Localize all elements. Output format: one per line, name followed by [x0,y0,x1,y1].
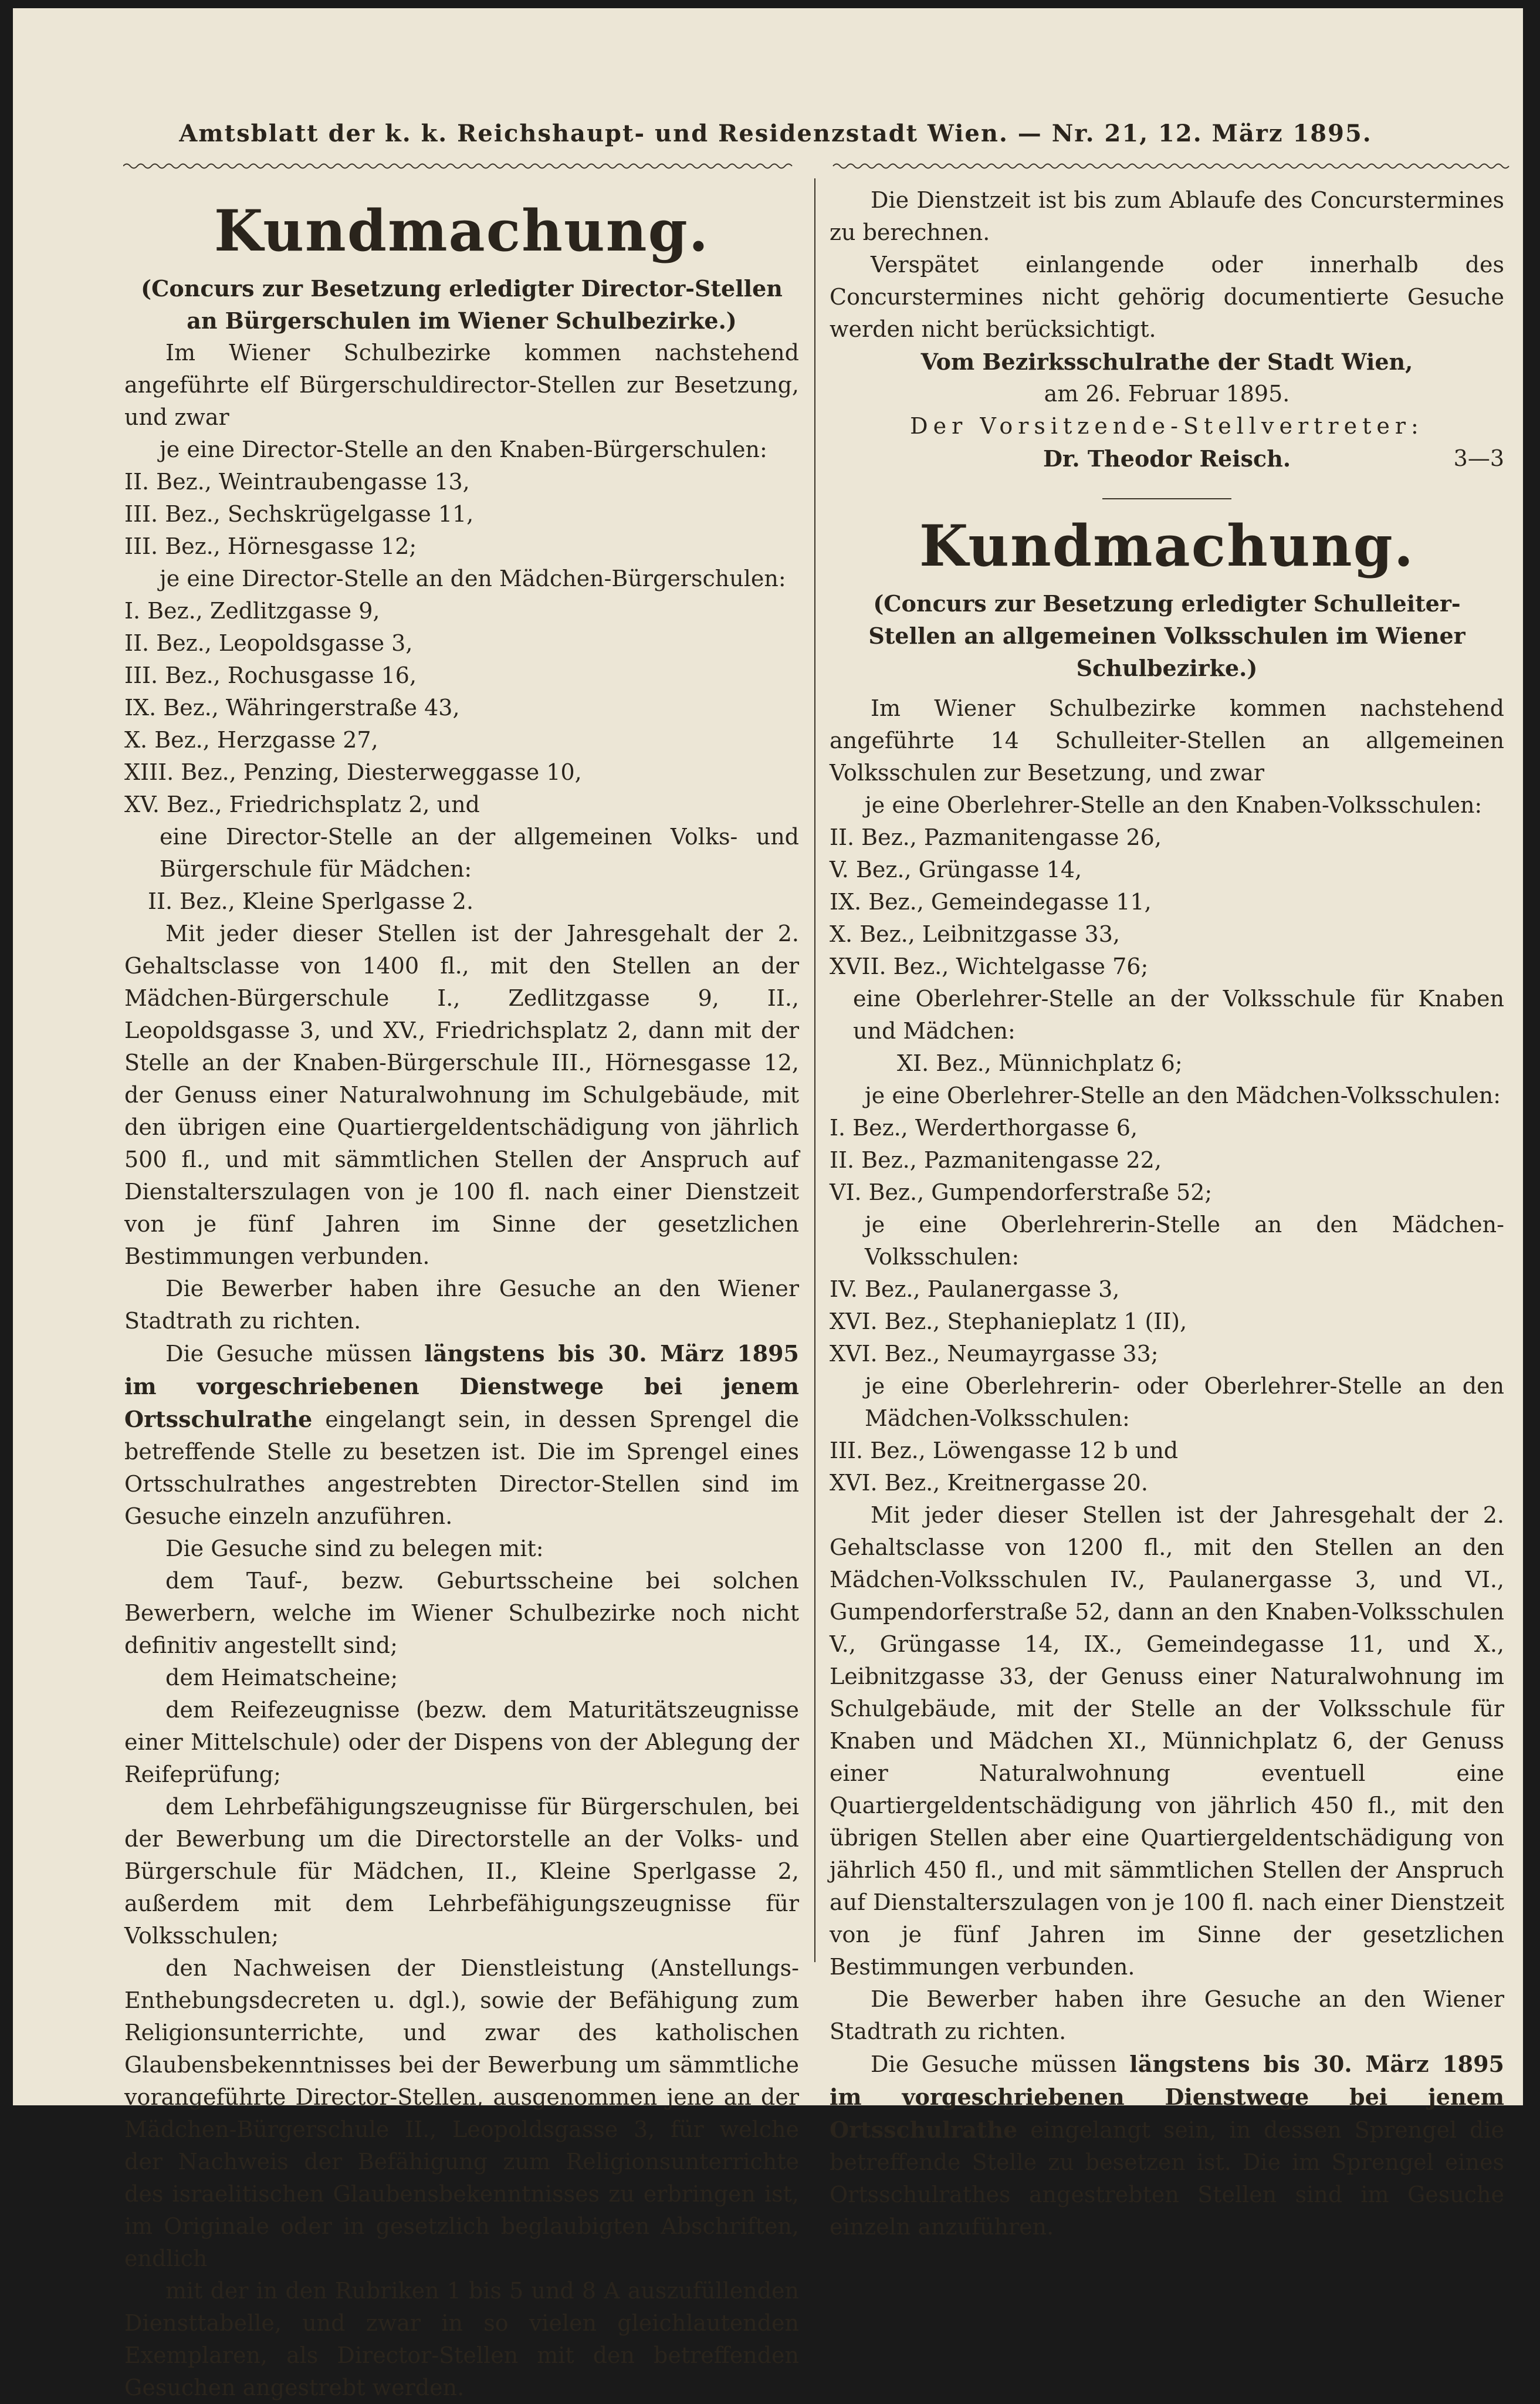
right-intro: Im Wiener Schulbezirke kommen nachstehend angeführte 14 Schulleiter-Stellen an allgemeinen Volksschulen zur Besetzung, und zwar [830,695,1504,786]
header-wavy-rule [123,162,1514,170]
right-mixed-school: XI. Bez., Münnichplatz 6; [897,1050,1183,1076]
right-mixed-heading: eine Oberlehrer-Stelle an der Volksschule für Knaben und Mädchen: [853,986,1504,1044]
signatory-role: Der Vorsitzende-Stellvertreter: [910,413,1424,439]
right-deadline-post: eingelangt sein, in dessen Sprengel die betreffende Stelle zu besetzen ist. Die im Sprengel eines Ortsschulrathes angestrebten Stellen sind im Gesuche einzeln anzuführen. [830,2117,1504,2240]
list-item: XVII. Bez., Wichtelgasse 76; [830,954,1149,979]
right-deadline-bold: längstens bis 30. März 1895 im vorgeschriebenen Dienstwege bei jenem Ortsschulrathe [830,2051,1504,2143]
list-item: I. Bez., Zedlitzgasse 9, [124,598,380,624]
right-continuation-2: Verspätet einlangende oder innerhalb des Concurstermines nicht gehörig documentierte Gesuche werden nicht berücksichtigt. [830,252,1504,342]
issuer: Vom Bezirksschulrathe der Stadt Wien, [920,349,1413,375]
newspaper-page [13,8,1523,2400]
left-salary: Mit jeder dieser Stellen ist der Jahresgehalt der 2. Gehaltsclasse von 1400 fl., mit den Stellen an der Mädchen-Bürgerschule I., Zedlitzgasse 9, II., Leopoldsgasse 3, und XV., Friedrichsplatz 2, dann mit der Stelle an der Knaben-Bürgerschule III., Hörnesgasse 12, der Genuss einer Naturalwohnung im Schulgebäude, mit den übrigen eine Quartiergeldentschädigung von jährlich 500 fl., und mit sämmtlichen Stellen der Anspruch auf Dienstalterszulagen von je 100 fl. nach einer Dienstzeit von je fünf Jahren im Sinne der gesetzlichen Bestimmungen verbunden. [124,921,799,1269]
right-female-list [830,1273,1504,1370]
left-apply: Die Bewerber haben ihre Gesuche an den Wiener Stadtrath zu richten. [124,1276,799,1334]
left-deadline-post: eingelangt sein, in dessen Sprengel die betreffende Stelle zu besetzen ist. Die im Sprengel eines Ortsschulrathes angestrebten Director-Stellen sind im Gesuche einzeln anzuführen. [124,1406,799,1529]
left-mixed-heading: eine Director-Stelle an der allgemeinen Volks- und Bürgerschule für Mädchen: [160,824,799,882]
section-separator [1102,498,1231,499]
right-either-list [830,1435,1504,1499]
left-column [124,184,799,2404]
left-doc-item: dem Tauf-, bezw. Geburtsscheine bei solchen Bewerbern, welche im Wiener Schulbezirke noch nicht definitiv angestellt sind; [124,1568,799,1658]
signatory-name: Dr. Theodor Reisch. [1043,445,1291,472]
right-deadline-pre: Die Gesuche müssen [871,2051,1130,2077]
left-mixed-school: II. Bez., Kleine Sperlgasse 2. [148,888,474,914]
issue-date: am 26. Februar 1895. [1044,381,1290,407]
list-item: IV. Bez., Paulanergasse 3, [830,1276,1120,1302]
left-boys-heading: je eine Director-Stelle an den Knaben-Bürgerschulen: [160,437,767,462]
left-boys-list [124,466,799,563]
left-doc-item: dem Lehrbefähigungszeugnisse für Bürgerschulen, bei der Bewerbung um die Directorstelle an der Volks- und Bürgerschule für Mädchen, II., Kleine Sperlgasse 2, außerdem mit dem Lehrbefähigungszeugnisse für Volksschulen; [124,1794,799,1949]
left-subtitle: (Concurs zur Besetzung erledigter Director-Stellen an Bürgerschulen im Wiener Schulbezirke.) [141,275,783,334]
list-item: X. Bez., Leibnitzgasse 33, [830,921,1120,947]
left-deadline [124,1337,799,1533]
right-boys-heading: je eine Oberlehrer-Stelle an den Knaben-Volksschulen: [865,792,1483,818]
masthead: Amtsblatt der k. k. Reichshaupt- und Residenzstadt Wien. — Nr. 21, 12. März 1895. [179,120,1372,147]
right-female-heading: je eine Oberlehrerin-Stelle an den Mädchen-Volksschulen: [865,1212,1504,1270]
list-item: III. Bez., Löwengasse 12 b und [830,1438,1179,1463]
right-boys-list [830,821,1504,983]
list-item: II. Bez., Weintraubengasse 13, [124,469,470,495]
left-doc-item: mit der in den Rubriken 1 bis 5 und 8 A auszufüllenden Diensttabelle, und zwar in so vielen gleichlautenden Exemplaren, als Director-Stellen mit den betreffenden Gesuchen angestrebt werden. [124,2278,799,2400]
list-item: XVI. Bez., Stephanieplatz 1 (II), [830,1308,1187,1334]
right-salary: Mit jeder dieser Stellen ist der Jahresgehalt der 2. Gehaltsclasse von 1200 fl., mit den Stellen an den Mädchen-Volksschulen IV., Paulanergasse 3, und VI., Gumpendorferstraße 52, dann an den Knaben-Volksschulen V., Grüngasse 14, IX., Gemeindegasse 11, und X., Leibnitzgasse 33, der Genuss einer Naturalwohnung im Schulgebäude, mit der Stelle an der Volksschule für Knaben und Mädchen XI., Münnichplatz 6, der Genuss einer Naturalwohnung eventuell eine Quartiergeldentschädigung von jährlich 450 fl., mit den übrigen Stellen aber eine Quartiergeldentschädigung von jährlich 450 fl., und mit sämmtlichen Stellen der Anspruch auf Dienstalterszulagen von je 100 fl. nach einer Dienstzeit von je fünf Jahren im Sinne der gesetzlichen Bestimmungen verbunden. [830,1502,1504,1980]
list-item: I. Bez., Werderthorgasse 6, [830,1115,1138,1141]
right-title: Kundmachung. [919,513,1415,579]
left-deadline-pre: Die Gesuche müssen [165,1341,425,1367]
right-either-heading: je eine Oberlehrerin- oder Oberlehrer-Stelle an den Mädchen-Volksschulen: [865,1373,1504,1431]
left-intro: Im Wiener Schulbezirke kommen nachstehend angeführte elf Bürgerschuldirector-Stellen zur Besetzung, und zwar [124,340,799,430]
signature-line [830,442,1504,475]
list-item: XIII. Bez., Penzing, Diesterweggasse 10, [124,759,582,785]
left-girls-heading: je eine Director-Stelle an den Mädchen-Bürgerschulen: [160,566,786,591]
reference-number: 3—3 [1453,445,1504,471]
list-item: III. Bez., Sechskrügelgasse 11, [124,501,474,527]
spacer [830,684,1504,692]
left-girls-list [124,595,799,821]
left-doc-item: dem Reifezeugnisse (bezw. dem Maturitätszeugnisse einer Mittelschule) oder der Dispens von der Ablegung der Reifeprüfung; [124,1697,799,1787]
list-item: IX. Bez., Gemeindegasse 11, [830,889,1152,915]
right-girls-heading: je eine Oberlehrer-Stelle an den Mädchen-Volksschulen: [865,1083,1501,1108]
list-item: II. Bez., Leopoldsgasse 3, [124,630,413,656]
list-item: X. Bez., Herzgasse 27, [124,727,378,753]
list-item: III. Bez., Hörnesgasse 12; [124,533,417,559]
list-item: IX. Bez., Währingerstraße 43, [124,695,460,721]
right-subtitle: (Concurs zur Besetzung erledigter Schulleiter-Stellen an allgemeinen Volksschulen im Wiener Schulbezirke.) [868,590,1465,681]
list-item: II. Bez., Pazmanitengasse 22, [830,1147,1162,1173]
right-column [830,184,1504,2243]
left-title: Kundmachung. [214,198,710,264]
right-continuation-1: Die Dienstzeit ist bis zum Ablaufe des Concurstermines zu berechnen. [830,187,1504,245]
list-item: XVI. Bez., Kreitnergasse 20. [830,1470,1148,1496]
left-doc-item: dem Heimatscheine; [165,1665,398,1690]
left-doc-item: den Nachweisen der Dienstleistung (Anstellungs-Enthebungsdecreten u. dgl.), sowie der Befähigung zum Religionsunterrichte, und zwar des katholischen Glaubensbekenntnisses bei der Bewerbung um sämmtliche vorangeführte Director-Stellen, ausgenommen jene an der Mädchen-Bürgerschule II., Leopoldsgasse 3, für welche der Nachweis der Befähigung zum Religionsunterrichte des israelitischen Glaubensbekenntnisses zu erbringen ist, im Originale oder in gesetzlich beglaubigten Abschriften, endlich [124,1955,799,2271]
left-deadline-bold: längstens bis 30. März 1895 im vorgeschriebenen Dienstwege bei jenem Ortsschulrathe [124,1340,799,1432]
list-item: VI. Bez., Gumpendorferstraße 52; [830,1179,1213,1205]
list-item: XV. Bez., Friedrichsplatz 2, und [124,792,480,817]
list-item: II. Bez., Pazmanitengasse 26, [830,824,1162,850]
right-deadline [830,2048,1504,2243]
left-docs-heading: Die Gesuche sind zu belegen mit: [165,1536,544,1561]
list-item: V. Bez., Grüngasse 14, [830,857,1082,883]
list-item: XVI. Bez., Neumayrgasse 33; [830,1341,1159,1367]
list-item: III. Bez., Rochusgasse 16, [124,662,417,688]
right-girls-list [830,1112,1504,1209]
right-apply: Die Bewerber haben ihre Gesuche an den Wiener Stadtrath zu richten. [830,1986,1504,2044]
column-divider [814,178,815,1962]
